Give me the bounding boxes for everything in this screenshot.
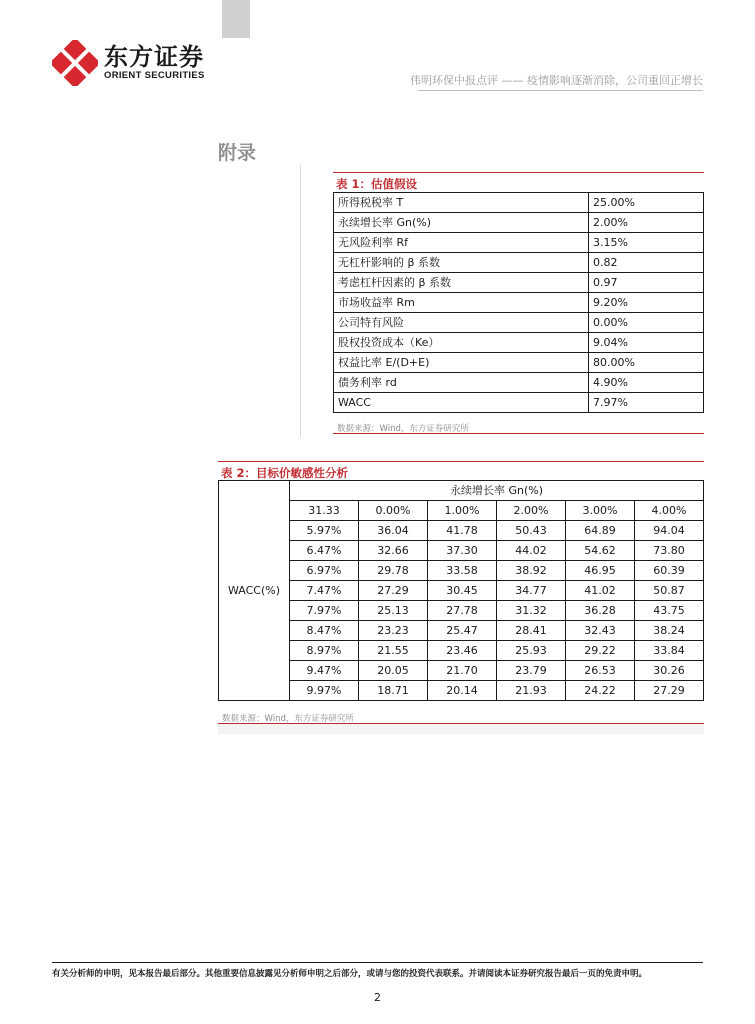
target-price-cell: 30.26 xyxy=(635,661,704,681)
table-row xyxy=(334,353,704,373)
target-price-cell: 38.92 xyxy=(497,561,566,581)
target-price-cell: 73.80 xyxy=(635,541,704,561)
vertical-divider xyxy=(300,165,301,437)
table1-source: 数据来源：Wind，东方证券研究所 xyxy=(337,424,469,434)
target-price-cell: 20.05 xyxy=(359,661,428,681)
table1-title: 表 1：估值假设 xyxy=(336,177,418,191)
target-price-cell: 25.13 xyxy=(359,601,428,621)
table2-top-rule xyxy=(218,461,704,462)
report-title: 伟明环保中报点评 —— 疫情影响逐渐消除，公司重回正增长 xyxy=(410,74,703,87)
target-price-cell: 50.43 xyxy=(497,521,566,541)
table-row xyxy=(334,313,704,333)
target-price-cell: 27.78 xyxy=(428,601,497,621)
target-price-cell: 23.23 xyxy=(359,621,428,641)
target-price-cell: 21.70 xyxy=(428,661,497,681)
wacc-value: 8.47% xyxy=(290,621,359,641)
assumption-value: 25.00% xyxy=(589,193,704,213)
target-price-cell: 44.02 xyxy=(497,541,566,561)
footer-divider xyxy=(52,962,703,963)
wacc-value: 9.97% xyxy=(290,681,359,701)
table1-top-rule xyxy=(333,172,704,173)
target-price-cell: 33.84 xyxy=(635,641,704,661)
target-price-cell: 20.14 xyxy=(428,681,497,701)
target-price-cell: 36.04 xyxy=(359,521,428,541)
assumption-label: 考虑杠杆因素的 β 系数 xyxy=(334,273,589,293)
valuation-assumptions-table xyxy=(333,192,704,413)
assumption-value: 80.00% xyxy=(589,353,704,373)
assumption-value: 9.20% xyxy=(589,293,704,313)
target-price-cell: 34.77 xyxy=(497,581,566,601)
wacc-value: 5.97% xyxy=(290,521,359,541)
target-price-cell: 54.62 xyxy=(566,541,635,561)
wacc-value: 8.97% xyxy=(290,641,359,661)
target-price-cell: 24.22 xyxy=(566,681,635,701)
target-price-cell: 25.93 xyxy=(497,641,566,661)
growth-rate-header: 4.00% xyxy=(635,501,704,521)
table1-bottom-rule xyxy=(333,433,704,434)
assumption-value: 2.00% xyxy=(589,213,704,233)
target-price-cell: 46.95 xyxy=(566,561,635,581)
target-price-cell: 28.41 xyxy=(497,621,566,641)
growth-group-label: 永续增长率 Gn(%) xyxy=(290,481,704,501)
target-price-cell: 38.24 xyxy=(635,621,704,641)
footer-disclaimer: 有关分析师的申明，见本报告最后部分。其他重要信息披露见分析师申明之后部分，或请与您的投资代表联系。并请阅读本证券研究报告最后一页的免责申明。 xyxy=(52,969,648,979)
assumption-value: 0.00% xyxy=(589,313,704,333)
top-decor-bar xyxy=(222,0,250,38)
table-row xyxy=(334,213,704,233)
assumption-value: 7.97% xyxy=(589,393,704,413)
target-price-cell: 60.39 xyxy=(635,561,704,581)
wacc-value: 7.47% xyxy=(290,581,359,601)
target-price-cell: 41.02 xyxy=(566,581,635,601)
logo-diamond-icon xyxy=(52,40,98,86)
table-row xyxy=(219,521,704,541)
table-row xyxy=(219,641,704,661)
table-row xyxy=(219,481,704,501)
target-price-cell: 33.58 xyxy=(428,561,497,581)
table-row xyxy=(219,581,704,601)
assumption-label: 无风险利率 Rf xyxy=(334,233,589,253)
brand-en: ORIENT SECURITIES xyxy=(104,70,205,81)
wacc-value: 6.97% xyxy=(290,561,359,581)
table-row xyxy=(219,601,704,621)
target-price-cell: 31.32 xyxy=(497,601,566,621)
table-row xyxy=(219,621,704,641)
assumption-value: 3.15% xyxy=(589,233,704,253)
assumption-label: 公司特有风险 xyxy=(334,313,589,333)
target-price-cell: 26.53 xyxy=(566,661,635,681)
target-price-cell: 27.29 xyxy=(359,581,428,601)
target-price-cell: 21.93 xyxy=(497,681,566,701)
table2-title: 表 2：目标价敏感性分析 xyxy=(221,466,349,480)
table-row xyxy=(334,233,704,253)
assumption-label: 所得税税率 T xyxy=(334,193,589,213)
target-price-cell: 21.55 xyxy=(359,641,428,661)
target-price-cell: 37.30 xyxy=(428,541,497,561)
target-price-cell: 32.43 xyxy=(566,621,635,641)
table-row xyxy=(219,541,704,561)
table-row xyxy=(219,661,704,681)
assumption-value: 4.90% xyxy=(589,373,704,393)
table2-bottom-shade xyxy=(218,724,704,734)
assumption-label: 债务利率 rd xyxy=(334,373,589,393)
growth-rate-header: 0.00% xyxy=(359,501,428,521)
assumption-label: 无杠杆影响的 β 系数 xyxy=(334,253,589,273)
target-price-cell: 36.28 xyxy=(566,601,635,621)
target-price-cell: 50.87 xyxy=(635,581,704,601)
target-price-cell: 41.78 xyxy=(428,521,497,541)
target-price-cell: 94.04 xyxy=(635,521,704,541)
target-price-cell: 64.89 xyxy=(566,521,635,541)
growth-rate-header: 2.00% xyxy=(497,501,566,521)
assumption-label: 市场收益率 Rm xyxy=(334,293,589,313)
target-price-cell: 25.47 xyxy=(428,621,497,641)
table-row xyxy=(334,193,704,213)
target-price-cell: 23.79 xyxy=(497,661,566,681)
target-price-cell: 29.22 xyxy=(566,641,635,661)
wacc-value: 7.97% xyxy=(290,601,359,621)
assumption-value: 9.04% xyxy=(589,333,704,353)
wacc-group-label: WACC(%) xyxy=(219,481,290,701)
assumption-value: 0.97 xyxy=(589,273,704,293)
assumption-label: 股权投资成本（Ke） xyxy=(334,333,589,353)
target-price-cell: 30.45 xyxy=(428,581,497,601)
sensitivity-table xyxy=(218,480,704,701)
table-header-row xyxy=(219,501,704,521)
table-row xyxy=(334,253,704,273)
brand-cn: 东方证券 xyxy=(104,43,204,71)
target-price-cell: 23.46 xyxy=(428,641,497,661)
wacc-value: 9.47% xyxy=(290,661,359,681)
table-row xyxy=(334,273,704,293)
header-divider xyxy=(418,90,703,91)
table-row xyxy=(219,681,704,701)
target-price-cell: 43.75 xyxy=(635,601,704,621)
target-price-cell: 18.71 xyxy=(359,681,428,701)
table-row xyxy=(219,561,704,581)
target-price-cell: 27.29 xyxy=(635,681,704,701)
growth-rate-header: 3.00% xyxy=(566,501,635,521)
wacc-value: 6.47% xyxy=(290,541,359,561)
target-price-cell: 32.66 xyxy=(359,541,428,561)
table-row xyxy=(334,333,704,353)
table-row xyxy=(334,373,704,393)
assumption-value: 0.82 xyxy=(589,253,704,273)
assumption-label: 权益比率 E/(D+E) xyxy=(334,353,589,373)
table-row xyxy=(334,393,704,413)
target-price-cell: 29.78 xyxy=(359,561,428,581)
page-number: 2 xyxy=(374,991,381,1004)
assumption-label: 永续增长率 Gn(%) xyxy=(334,213,589,233)
assumption-label: WACC xyxy=(334,393,589,413)
table-row xyxy=(334,293,704,313)
base-target-price: 31.33 xyxy=(290,501,359,521)
table2-source: 数据来源：Wind，东方证券研究所 xyxy=(222,714,354,724)
company-logo xyxy=(52,40,205,86)
section-title: 附录 xyxy=(218,142,257,164)
growth-rate-header: 1.00% xyxy=(428,501,497,521)
